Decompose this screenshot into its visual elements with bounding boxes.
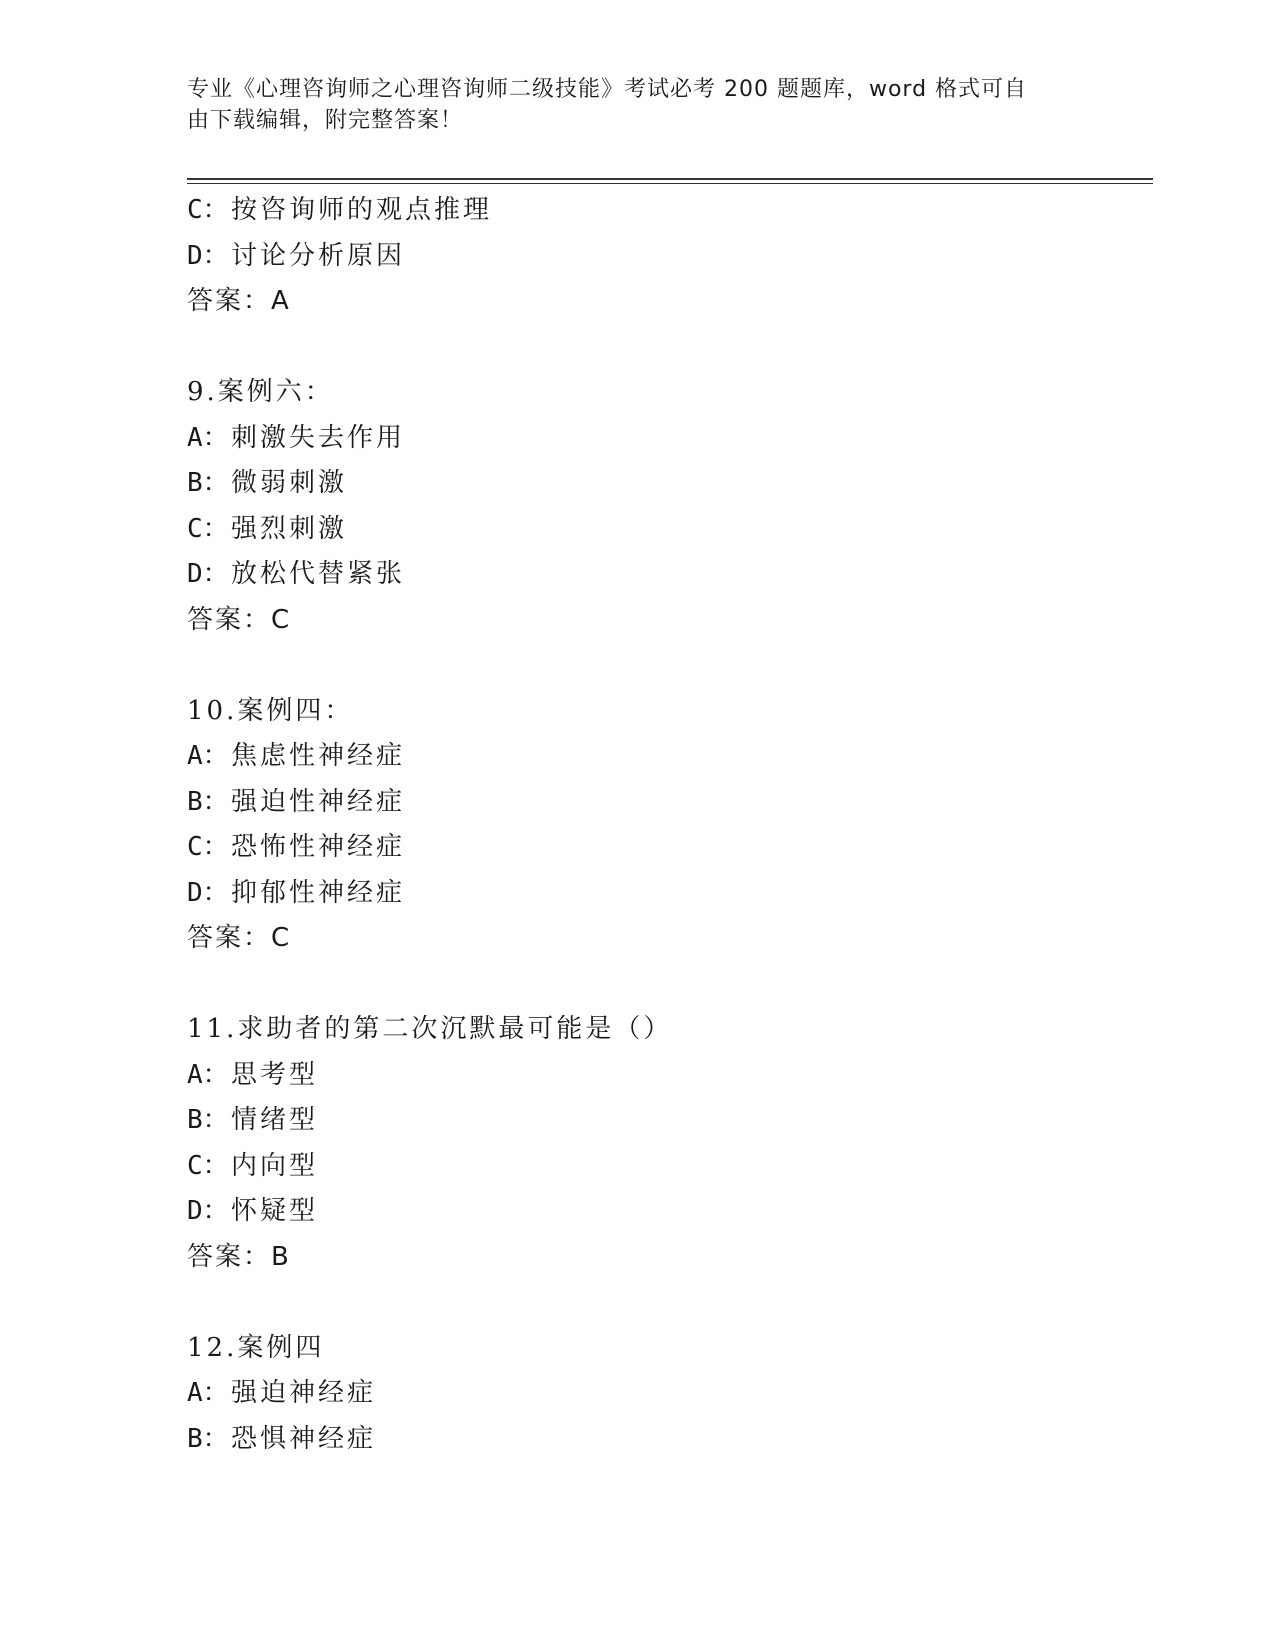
option-b (187, 461, 1153, 507)
question-stem: 10.案例四： (187, 695, 354, 726)
option-text: 思考型 (231, 1059, 319, 1090)
question-stem: 12.案例四 (187, 1332, 325, 1363)
option-label: C： (187, 513, 229, 544)
option-label: B： (187, 1423, 229, 1454)
option-c (187, 1144, 1153, 1190)
header-title-line-1: 专业《心理咨询师之心理咨询师二级技能》考试必考 200 题题库，word 格式可自 (187, 77, 1028, 102)
answer-line: 答案：C (187, 923, 292, 953)
answer-line: 答案：B (187, 1241, 291, 1272)
option-label: B： (187, 1105, 229, 1135)
answer-line: 答案：C (187, 604, 292, 635)
option-label: A： (187, 422, 229, 453)
option-d (187, 234, 1153, 280)
option-text: 刺激失去作用 (231, 422, 406, 453)
option-label: A： (187, 741, 229, 771)
option-text: 恐怖性神经症 (231, 832, 406, 862)
option-text: 微弱刺激 (231, 468, 348, 498)
option-d (187, 1189, 1153, 1235)
option-d (187, 871, 1153, 917)
option-text: 怀疑型 (231, 1196, 319, 1226)
option-a (187, 416, 1153, 462)
answer-line: 答案：A (187, 286, 291, 316)
option-c (187, 188, 1153, 234)
option-label: C： (187, 1150, 229, 1181)
option-text: 按咨询师的观点推理 (231, 195, 493, 225)
header-divider (187, 178, 1153, 180)
header-title-line-2: 由下载编辑，附完整答案！ (187, 108, 464, 133)
option-label: D： (187, 1196, 229, 1226)
option-text: 强烈刺激 (231, 513, 348, 544)
option-label: B： (187, 468, 229, 498)
option-label: C： (187, 832, 229, 862)
option-text: 内向型 (231, 1150, 319, 1181)
option-text: 恐惧神经症 (231, 1423, 377, 1454)
option-label: D： (187, 559, 229, 589)
header-divider-thin (187, 183, 1153, 184)
option-label: D： (187, 877, 229, 908)
option-a (187, 734, 1153, 780)
question-stem: 11.求助者的第二次沉默最可能是（） (187, 1014, 673, 1044)
option-b (187, 1417, 1153, 1463)
option-text: 强迫性神经症 (231, 786, 406, 817)
question-list (187, 188, 1153, 1462)
question-stem: 9.案例六： (187, 377, 334, 407)
option-c (187, 825, 1153, 871)
option-label: C： (187, 195, 229, 225)
option-label: A： (187, 1378, 229, 1408)
spacer (187, 643, 1153, 689)
option-a (187, 1371, 1153, 1417)
option-d (187, 552, 1153, 598)
spacer (187, 962, 1153, 1008)
option-a (187, 1053, 1153, 1099)
option-label: B： (187, 786, 229, 817)
spacer (187, 325, 1153, 371)
option-label: A： (187, 1059, 229, 1090)
option-c (187, 507, 1153, 553)
option-text: 强迫神经症 (231, 1378, 377, 1408)
option-label: D： (187, 240, 229, 271)
option-b (187, 780, 1153, 826)
option-text: 抑郁性神经症 (231, 877, 406, 908)
document-header (187, 74, 1087, 136)
option-b (187, 1098, 1153, 1144)
option-text: 焦虑性神经症 (231, 741, 406, 771)
option-text: 放松代替紧张 (231, 559, 406, 589)
option-text: 讨论分析原因 (231, 240, 406, 271)
option-text: 情绪型 (231, 1105, 319, 1135)
spacer (187, 1280, 1153, 1326)
